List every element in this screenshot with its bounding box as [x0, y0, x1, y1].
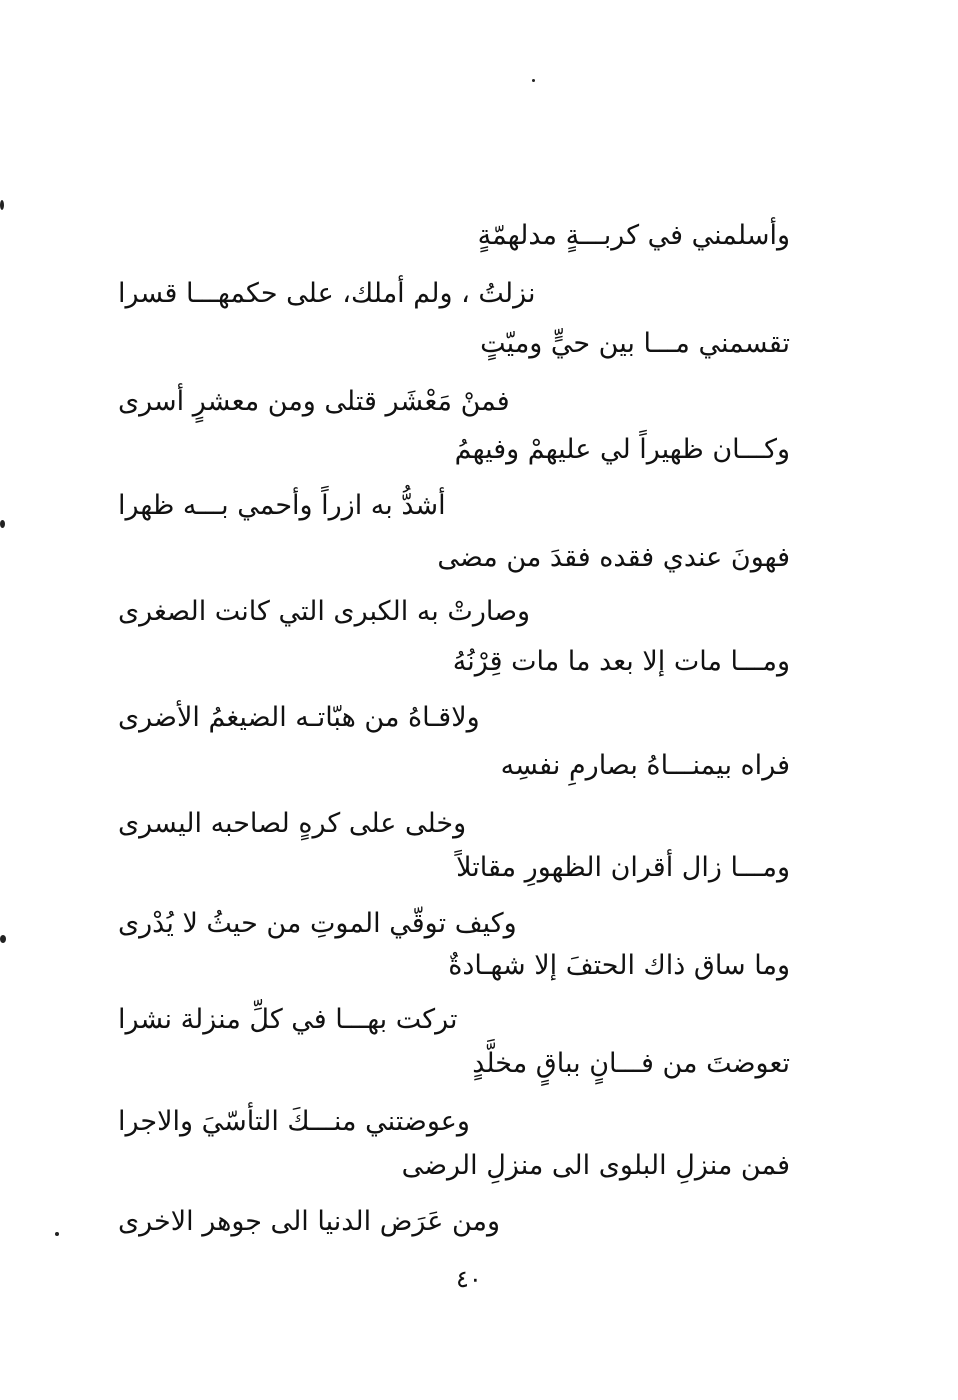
poem-line: فهونَ عندي فقده فقدَ من مضى [437, 542, 790, 573]
poem-line: وصارتْ به الكبرى التي كانت الصغرى [118, 596, 531, 627]
poem-line: ومن عَرَض الدنيا الى جوهر الاخرى [118, 1206, 501, 1237]
poem-line: نزلتُ ، ولم أملك، على حكمهـــا قسرا [118, 278, 536, 309]
poem-line: فمنْ مَعْشَر قتلى ومن معشرٍ أسرى [118, 386, 510, 417]
poem-line: تعوضتَ من فـــانٍ بباقٍ مخلَّدٍ [472, 1048, 790, 1079]
scan-speck [0, 200, 4, 210]
poem-line: أشدُّ به ازراً وأحمي بـــه ظهرا [118, 490, 446, 521]
poem-line: وعوضتني منـــكَ التأسّيَ والاجرا [118, 1106, 470, 1137]
poem-line: فراه بيمنـــاهُ بصارمِ نفسِه [500, 750, 790, 781]
poem-line: تركت بهـــا في كلِّ منزلة نشرا [118, 1004, 458, 1035]
poem-line: وما ساق ذاك الحتفَ إلا شهـادةٌ [448, 950, 790, 981]
poem-line: وخلى على كرهٍ لصاحبه اليسرى [118, 808, 467, 839]
poem-line: ومـــا زال أقران الظهورِ مقاتلاً [456, 852, 790, 883]
poem-line: فمن منزلِ البلوى الى منزلِ الرضى [401, 1150, 790, 1181]
scan-speck [55, 1232, 59, 1236]
poem-line: وأسلمني في كربـــةٍ مدلهمّةٍ [477, 220, 790, 251]
poem-line: تقسمني مـــا بين حيٍّ وميّتٍ [480, 328, 790, 359]
poem-line: ولاقـاهُ من هبّاتـه الضيغمُ الأضرى [118, 702, 480, 733]
scan-speck [0, 520, 5, 528]
poem-line: وكـــان ظهيراً لي عليهمْ وفيهمُ [454, 434, 790, 465]
scan-speck [0, 935, 6, 943]
page-number: ٤٠ [456, 1265, 482, 1293]
poem-line: ومـــا مات إلا بعد ما مات قِرْنُهُ [452, 646, 790, 677]
poem-line: وكيف توقّي الموتِ من حيثُ لا يُدْرى [118, 908, 517, 939]
scan-speck [532, 79, 535, 82]
